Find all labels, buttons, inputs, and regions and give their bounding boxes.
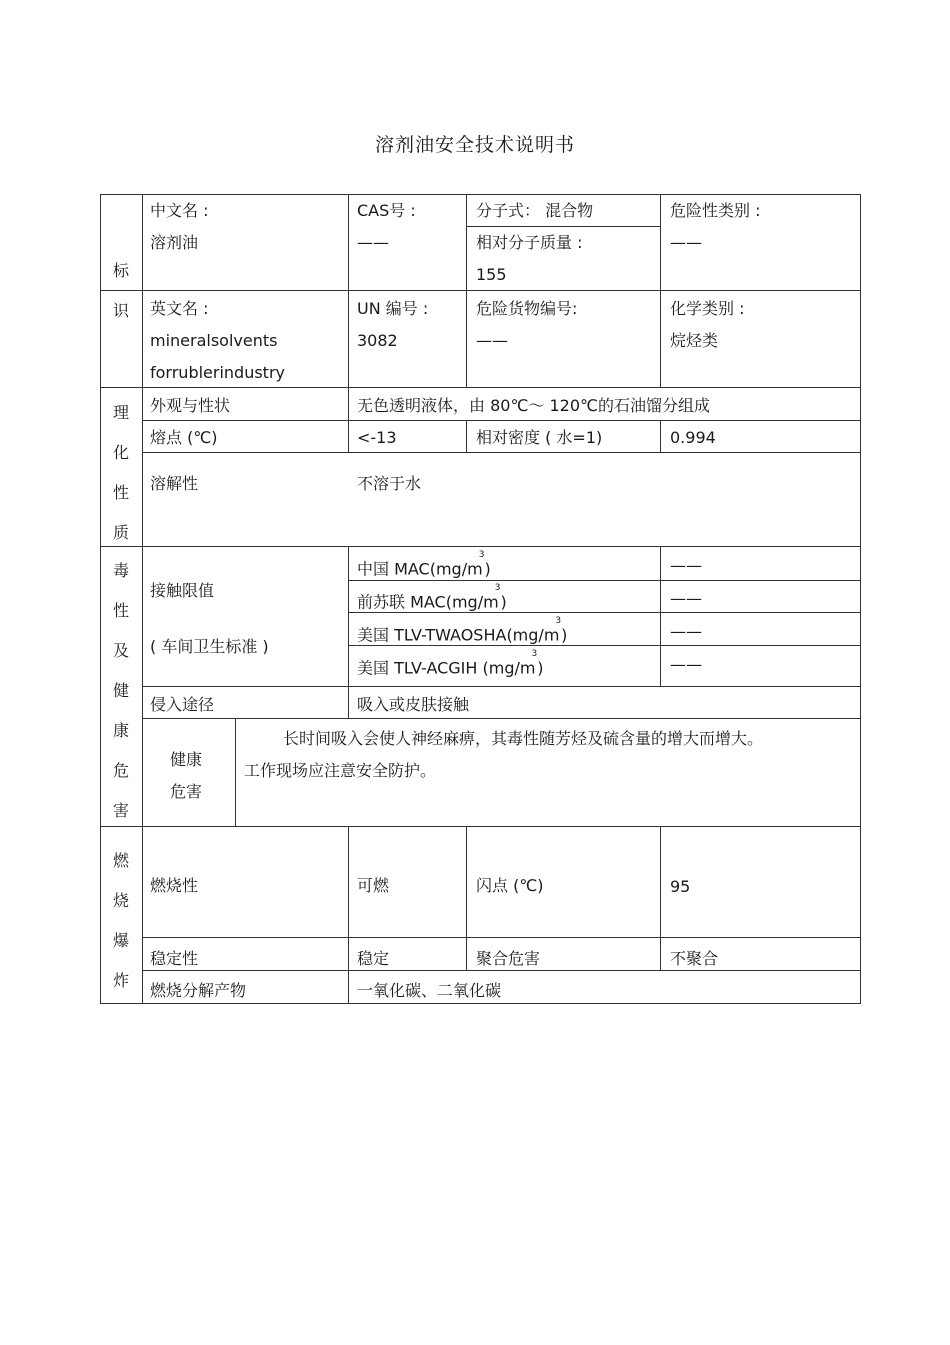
health-label-1: 健康 bbox=[170, 750, 203, 769]
category-char: 危 bbox=[112, 761, 129, 780]
category-char: 性 bbox=[112, 601, 129, 620]
cn-name-value: 溶剂油 bbox=[150, 233, 199, 252]
limit-row-value: —— bbox=[670, 622, 702, 641]
limit-row-value: —— bbox=[670, 556, 702, 575]
category-char: 害 bbox=[112, 801, 129, 820]
category-physchem bbox=[100, 393, 142, 553]
document-title: 溶剂油安全技术说明书 bbox=[374, 134, 575, 156]
chem-class-label: 化学类别 : bbox=[670, 299, 745, 318]
flammability-value: 可燃 bbox=[357, 876, 390, 895]
mol-weight-value: 155 bbox=[476, 265, 507, 284]
limit-sub: ( 车间卫生标准 ) bbox=[150, 637, 269, 656]
category-char: 健 bbox=[112, 681, 129, 700]
limit-row-label: 美国 TLV-ACGIH $(mg/m^3)$ bbox=[357, 649, 544, 678]
stability-value: 稳定 bbox=[357, 949, 390, 968]
hazard-class-label: 危险性类别 : bbox=[670, 201, 761, 220]
dg-label: 危险货物编号: bbox=[476, 299, 578, 318]
mp-value: <-13 bbox=[357, 428, 397, 447]
category-char: 标 bbox=[112, 261, 129, 280]
category-char: 理 bbox=[112, 403, 129, 422]
en-name-line2: forrublerindustry bbox=[150, 363, 285, 382]
category-char: 烧 bbox=[112, 891, 129, 910]
hazard-class-value: —— bbox=[670, 233, 702, 252]
flammability-label: 燃烧性 bbox=[150, 876, 199, 895]
cn-name-label: 中文名 : bbox=[150, 201, 209, 220]
appearance-label: 外观与性状 bbox=[150, 396, 231, 415]
solubility-value: 不溶于水 bbox=[357, 474, 422, 493]
category-char: 化 bbox=[112, 443, 129, 462]
limit-label: 接触限值 bbox=[150, 581, 215, 600]
flash-value: 95 bbox=[670, 877, 691, 896]
route-value: 吸入或皮肤接触 bbox=[357, 695, 470, 714]
category-char: 毒 bbox=[112, 561, 129, 580]
decomp-label: 燃烧分解产物 bbox=[150, 981, 247, 1000]
polymer-label: 聚合危害 bbox=[476, 949, 541, 968]
category-char: 质 bbox=[112, 523, 129, 542]
category-char: 炸 bbox=[112, 971, 129, 990]
flash-label: 闪点 (℃) bbox=[476, 876, 544, 895]
category-char: 燃 bbox=[112, 851, 129, 870]
category-char: 性 bbox=[112, 483, 129, 502]
density-label: 相对密度 ( 水=1) bbox=[476, 428, 603, 447]
en-name-line1: mineralsolvents bbox=[150, 331, 278, 350]
density-value: 0.994 bbox=[670, 428, 716, 447]
solubility-label: 溶解性 bbox=[150, 474, 199, 493]
en-name-label: 英文名 : bbox=[150, 299, 209, 318]
category-char: 及 bbox=[112, 641, 129, 660]
cas-value: —— bbox=[357, 233, 389, 252]
dg-value: —— bbox=[476, 331, 508, 350]
stability-label: 稳定性 bbox=[150, 949, 199, 968]
formula-label: 分子式： 混合物 bbox=[476, 201, 594, 220]
un-label: UN 编号 : bbox=[357, 299, 429, 318]
health-text-2: 工作现场应注意安全防护。 bbox=[244, 761, 437, 780]
limit-row-label: 美国 TLV-$TWAOSHA(mg/m^3)$ bbox=[357, 616, 568, 645]
health-text-1: 长时间吸入会使人神经麻痹，其毒性随芳烃及硫含量的增大而增大。 bbox=[283, 729, 764, 748]
route-label: 侵入途径 bbox=[150, 695, 215, 714]
category-char: 爆 bbox=[112, 931, 129, 950]
decomp-value: 一氧化碳、二氧化碳 bbox=[357, 981, 502, 1000]
cas-label: CAS号 : bbox=[357, 201, 416, 220]
limit-row-label: 前苏联 $MAC(mg/m^3)$ bbox=[357, 583, 507, 612]
polymer-value: 不聚合 bbox=[670, 949, 719, 968]
limit-row-value: —— bbox=[670, 655, 702, 674]
category-char: 识 bbox=[112, 301, 129, 320]
un-value: 3082 bbox=[357, 331, 398, 350]
mp-label: 熔点 (℃) bbox=[150, 428, 218, 447]
limit-row-value: —— bbox=[670, 589, 702, 608]
appearance-value: 无色透明液体，由 80℃～ 120℃的石油馏分组成 bbox=[357, 396, 711, 415]
category-identification bbox=[100, 251, 142, 331]
chem-class-value: 烷烃类 bbox=[670, 331, 719, 350]
category-char: 康 bbox=[112, 721, 129, 740]
limit-row-label: 中国 $MAC(mg/m^3)$ bbox=[357, 550, 491, 579]
category-combustion bbox=[100, 841, 142, 1001]
category-toxicity bbox=[100, 551, 142, 831]
health-label-2: 危害 bbox=[170, 782, 203, 801]
mol-weight-label: 相对分子质量 : bbox=[476, 233, 583, 252]
